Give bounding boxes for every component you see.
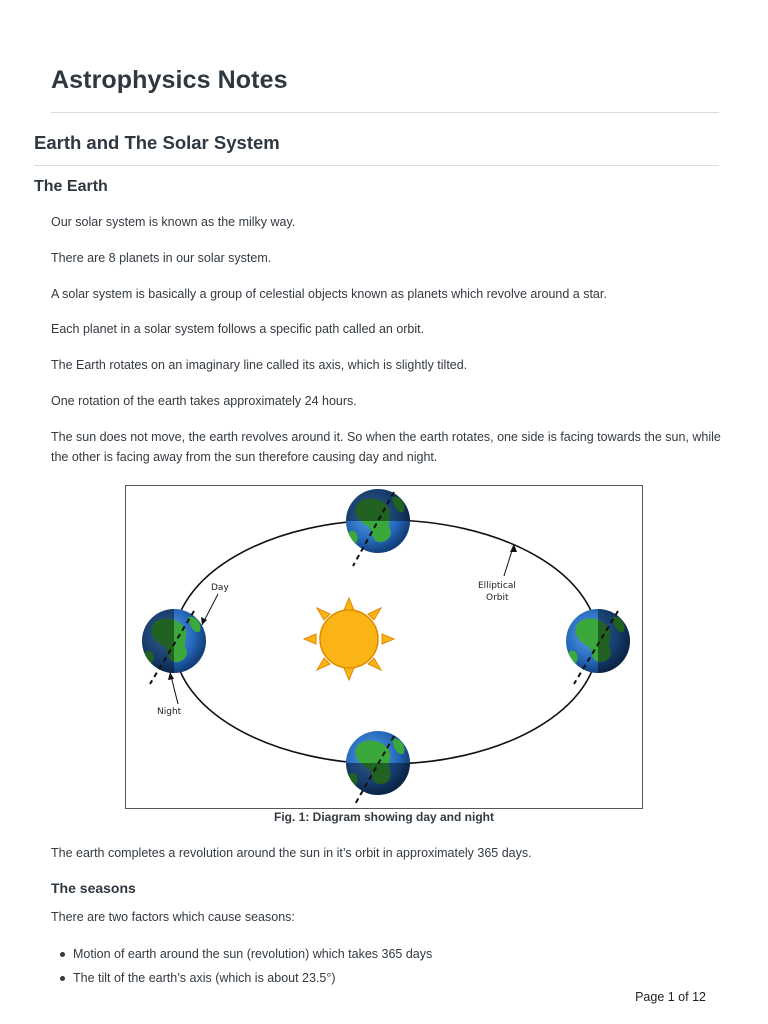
orbit-label-line1: Elliptical	[478, 581, 516, 591]
page-indicator: Page 1 of 12	[635, 990, 706, 1004]
night-label: Night	[157, 707, 182, 717]
paragraph: The Earth rotates on an imaginary line called its axis, which is slightly tilted.	[51, 358, 468, 372]
earth-right-icon	[566, 609, 630, 684]
paragraph: There are 8 planets in our solar system.	[51, 251, 272, 265]
section-divider	[34, 165, 719, 166]
paragraph: One rotation of the earth takes approximately 24 hours.	[51, 394, 357, 408]
day-night-diagram	[125, 485, 643, 809]
sun-icon	[304, 598, 394, 680]
list-item: The tilt of the earth’s axis (which is about 23.5°)	[51, 968, 432, 992]
diagram-svg	[126, 486, 642, 808]
section-title: Earth and The Solar System	[34, 132, 280, 153]
day-label: Day	[211, 583, 229, 593]
orbit-label-line2: Orbit	[486, 593, 509, 603]
seasons-intro: There are two factors which cause seasons:	[51, 910, 295, 924]
earth-top-icon	[346, 489, 410, 566]
earth-left-icon	[142, 609, 206, 684]
paragraph: The earth completes a revolution around the sun in it’s orbit in approximately 365 days.	[51, 846, 532, 860]
subsection-title: The Earth	[34, 178, 108, 195]
earth-bottom-icon	[346, 731, 410, 806]
seasons-list	[51, 944, 432, 992]
title-divider	[51, 112, 719, 113]
paragraph: The sun does not move, the earth revolves around it. So when the earth rotates, one side is facing towards the sun, while the other is facing away from the sun therefore causing day and night.	[51, 430, 721, 464]
seasons-heading: The seasons	[51, 880, 136, 896]
figure-caption: Fig. 1: Diagram showing day and night	[273, 810, 494, 824]
paragraph: Each planet in a solar system follows a specific path called an orbit.	[51, 322, 425, 336]
paragraph: A solar system is basically a group of celestial objects known as planets which revolve around a star.	[51, 287, 607, 301]
list-item: Motion of earth around the sun (revolution) which takes 365 days	[51, 944, 432, 968]
paragraph: Our solar system is known as the milky way.	[51, 215, 296, 229]
document-title: Astrophysics Notes	[51, 66, 288, 94]
